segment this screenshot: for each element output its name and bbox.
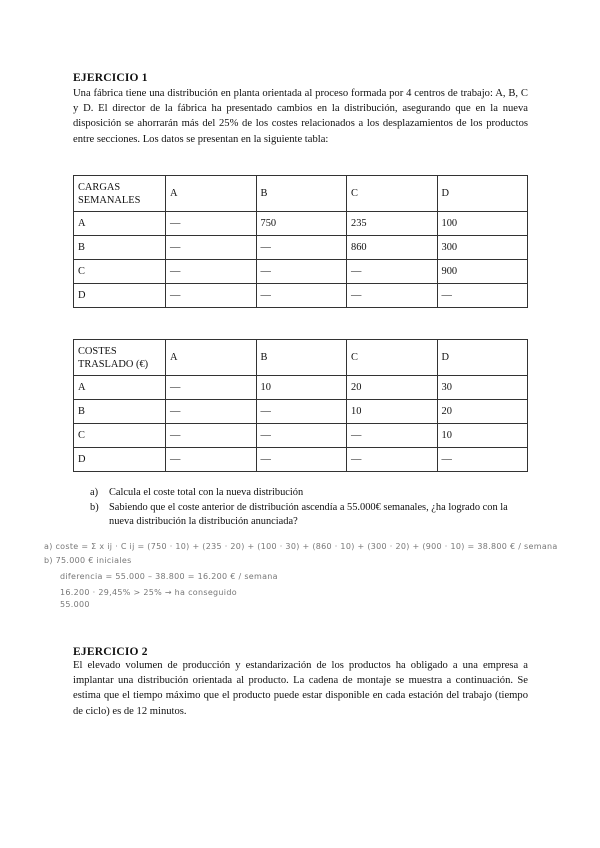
table-cell: — [166, 212, 257, 236]
table-cell: A [74, 212, 166, 236]
table-cell: — [437, 284, 528, 308]
table-cell: — [166, 284, 257, 308]
table-cell: D [74, 448, 166, 472]
table-cell: — [347, 424, 438, 448]
table-cell: — [166, 376, 257, 400]
loads-table-header [74, 176, 528, 212]
table-cell: 10 [347, 400, 438, 424]
handwritten-note: 55.000 [60, 600, 90, 609]
table-row [74, 284, 528, 308]
costs-header-cell: D [437, 340, 528, 376]
table-cell: D [74, 284, 166, 308]
list-item [90, 486, 528, 501]
table-cell: — [347, 260, 438, 284]
questions-list [90, 486, 528, 530]
table-cell: 10 [437, 424, 528, 448]
loads-header-cell: B [256, 176, 347, 212]
question-text: Calcula el coste total con la nueva distribución [109, 487, 304, 498]
table-cell: 100 [437, 212, 528, 236]
table-cell: — [256, 284, 347, 308]
table-cell: B [74, 400, 166, 424]
exercise2-heading: EJERCICIO 2 [73, 646, 148, 658]
exercise1-paragraph: Una fábrica tiene una distribución en planta orientada al proceso formada por 4 centros de trabajo: A, B, C y D. El director de la fábrica ha presentado cambios en la distribución, asegurando que en la nueva disposición se ahorrarán más del 25% de los costes relacionados a los desplazamientos de los productos entre secciones. Los datos se presentan en la siguiente tabla: [73, 88, 528, 145]
table-cell: — [256, 236, 347, 260]
table-cell: 235 [347, 212, 438, 236]
table-cell: — [256, 424, 347, 448]
table-row [74, 448, 528, 472]
table-row [74, 400, 528, 424]
list-item [90, 501, 528, 530]
exercise2-paragraph: El elevado volumen de producción y estandarización de los productos ha obligado a una empresa a implantar una distribución orientada al producto. La cadena de montaje se muestra a continuación. Se estima que el tiempo máximo que el producto puede estar disponible en cada estación del trabajo (tiempo de ciclo) es de 12 minutos. [73, 660, 528, 717]
costs-header-cell: COSTES TRASLADO (€) [74, 340, 166, 376]
table-cell: — [166, 424, 257, 448]
table-cell: — [166, 448, 257, 472]
table-cell: — [166, 260, 257, 284]
table-cell: B [74, 236, 166, 260]
table-cell: — [437, 448, 528, 472]
table-row [74, 376, 528, 400]
table-cell: C [74, 424, 166, 448]
table-cell: 900 [437, 260, 528, 284]
loads-header-cell: CARGAS SEMANALES [74, 176, 166, 212]
table-cell: 10 [256, 376, 347, 400]
table-cell: — [166, 236, 257, 260]
handwritten-note: b) 75.000 € iniciales [44, 556, 132, 565]
table-cell: 30 [437, 376, 528, 400]
table-cell: — [166, 400, 257, 424]
table-cell: — [347, 448, 438, 472]
handwritten-note: 16.200 · 29,45% > 25% → ha conseguido [60, 588, 237, 597]
question-label: a) [90, 487, 99, 498]
table-cell: C [74, 260, 166, 284]
loads-header-cell: D [437, 176, 528, 212]
table-cell: — [256, 448, 347, 472]
table-cell: — [347, 284, 438, 308]
costs-table-header [74, 340, 528, 376]
costs-table [73, 339, 528, 472]
handwritten-note: a) coste = Σ x ij · C ij = (750 · 10) + (235 · 20) + (100 · 30) + (860 · 10) + (300 · 20) + (900 · 10) = 38.800 € / semana [44, 542, 558, 551]
question-text: Sabiendo que el coste anterior de distribución ascendía a 55.000€ semanales, ¿ha logrado con la nueva distribución la distribución anunciada? [109, 501, 508, 528]
table-row [74, 212, 528, 236]
table-cell: 20 [437, 400, 528, 424]
table-cell: — [256, 400, 347, 424]
handwritten-note: diferencia = 55.000 – 38.800 = 16.200 € / semana [60, 572, 278, 581]
table-cell: 20 [347, 376, 438, 400]
costs-header-cell: C [347, 340, 438, 376]
loads-header-cell: C [347, 176, 438, 212]
question-label: b) [90, 501, 99, 513]
loads-table [73, 175, 528, 308]
exercise1-heading: EJERCICIO 1 [73, 72, 148, 84]
costs-header-cell: B [256, 340, 347, 376]
table-cell: 300 [437, 236, 528, 260]
table-cell: 750 [256, 212, 347, 236]
table-cell: — [256, 260, 347, 284]
table-cell: A [74, 376, 166, 400]
loads-header-cell: A [166, 176, 257, 212]
table-row [74, 260, 528, 284]
costs-header-cell: A [166, 340, 257, 376]
table-cell: 860 [347, 236, 438, 260]
table-row [74, 236, 528, 260]
table-row [74, 424, 528, 448]
